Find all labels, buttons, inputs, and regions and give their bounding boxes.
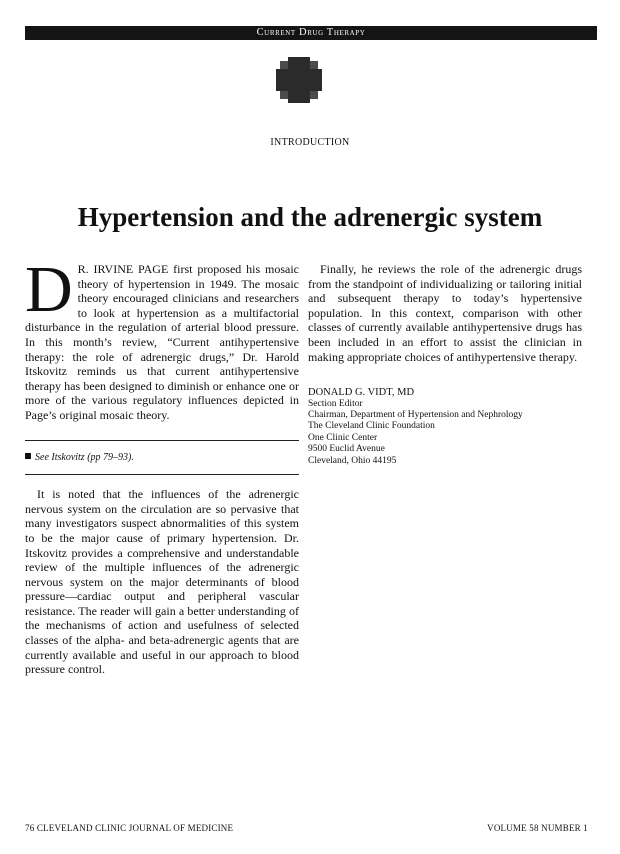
paragraph-1: [25, 253, 299, 423]
author-institution: The Cleveland Clinic Foundation: [308, 421, 435, 432]
see-reference-note: [25, 451, 299, 466]
left-column: [25, 253, 299, 677]
address-line-1: One Clinic Center: [308, 432, 378, 443]
address-city: Cleveland, Ohio 44195: [308, 455, 397, 466]
article-title: Hypertension and the adrenergic system: [77, 202, 543, 232]
see-reference-text: See Itskovitz (pp 79–93).: [35, 451, 134, 463]
journal-logo: [276, 57, 322, 103]
section-banner: Current Drug Therapy: [25, 26, 597, 40]
right-column: [308, 262, 582, 467]
square-bullet-icon: [25, 453, 31, 459]
drop-cap: D: [25, 253, 73, 326]
paragraph-1-text: R. IRVINE PAGE first proposed his mosaic theory of hypertension in 1949. The mosaic theory encouraged clinicians and researchers to look at hypertension as a multifactorial disturbance in the regulation of arterial blood pressure. In this month’s review, “Current antihypertensive therapy: the role of adrenergic drugs,” Dr. Harold Itskovitz reminds us that current antihypertensive therapy has been designed to diminish or enhance one or more of the various regulatory influences depicted in Page’s original mosaic theory.: [25, 262, 299, 422]
footer-journal: 76 CLEVELAND CLINIC JOURNAL OF MEDICINE: [25, 823, 234, 833]
author-role: Section Editor: [308, 398, 363, 409]
paragraph-2: It is noted that the influences of the adrenergic nervous system on the circulation are so pervasive that many investigators suspect abnormalities of this system to be the major cause of primary hypertension. Dr. Itskovitz provides a comprehensive and understandable review of the multiple influences of the adrenergic nervous system on the major determinants of blood pressure—cardiac output and peripheral vascular resistance. The reader will gain a better understanding of the mechanisms of action and usefulness of selected classes of the alpha- and beta-adrenergic agents that are currently available and useful in our approach to blood pressure control.: [25, 487, 299, 677]
footer-volume: VOLUME 58 NUMBER 1: [487, 823, 588, 833]
address-line-2: 9500 Euclid Avenue: [308, 444, 385, 455]
paragraph-3: Finally, he reviews the role of the adrenergic drugs from the standpoint of individualizing or tailoring initial and subsequent therapy to today’s hypertensive population. In this context, comparison with other classes of currently available antihypertensive drugs has been included in an effort to assist the clinician in making appropriate choices of antihypertensive therapy.: [308, 262, 582, 364]
author-name: DONALD G. VIDT, MD: [308, 387, 415, 399]
section-label: INTRODUCTION: [270, 137, 350, 148]
author-affiliation: Chairman, Department of Hypertension and Nephrology: [308, 409, 523, 420]
divider: [25, 474, 299, 475]
signature-block: [308, 387, 582, 467]
divider: [25, 440, 299, 441]
